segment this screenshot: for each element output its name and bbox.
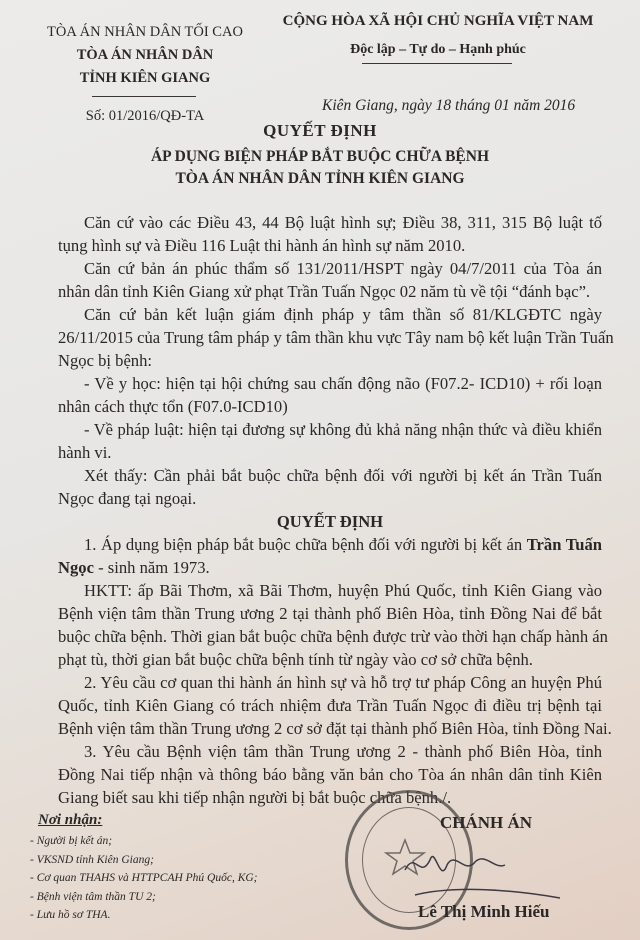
body-line: hành vi.: [58, 443, 112, 462]
body-line: Bệnh viện tâm thần Trung ương 2 tại thành phố Biên Hòa, tỉnh Đồng Nai để bắt: [58, 604, 602, 623]
document-subtitle-court: TÒA ÁN NHÂN DÂN TỈNH KIÊN GIANG: [175, 170, 465, 187]
document-number: Số: 01/2016/QĐ-TA: [85, 108, 205, 124]
recipient-item: - Cơ quan THAHS và HTTPCAH Phú Quốc, KG;: [30, 872, 258, 884]
body-line: 2. Yêu cầu cơ quan thi hành án hình sự và hỗ trợ tư pháp Công an huyện Phú: [84, 673, 602, 692]
body-line: nhân dân tỉnh Kiên Giang xử phạt Trần Tuấn Ngọc 02 năm tù về tội “đánh bạc”.: [58, 282, 591, 301]
motto-underline: [362, 63, 512, 64]
body-line: HKTT: ấp Bãi Thơm, xã Bãi Thơm, huyện Phú Quốc, tỉnh Kiên Giang vào: [84, 581, 602, 600]
body-text: - sinh năm 1973.: [93, 558, 210, 577]
body-line: Ngọc đang tại ngoại.: [58, 489, 197, 508]
document-body: [58, 211, 614, 809]
body-line: Giang biết sau khi tiếp nhận người bị bắt buộc chữa bệnh./.: [58, 788, 452, 807]
recipients-list: [30, 832, 258, 925]
body-line: Đồng Nai tiếp nhận và thông báo bằng văn bản cho Tòa án nhân dân tỉnh Kiên: [58, 765, 602, 784]
body-line: Quốc, tỉnh Kiên Giang có trách nhiệm đưa Trần Tuấn Ngọc đi điều trị bệnh tại: [58, 696, 602, 715]
defendant-name: Trần Tuấn: [526, 535, 602, 554]
body-line: Căn cứ vào các Điều 43, 44 Bộ luật hình sự; Điều 38, 311, 315 Bộ luật tố: [84, 213, 602, 232]
body-line: Xét thấy: Cần phải bắt buộc chữa bệnh đối với người bị kết án Trần Tuấn: [84, 466, 602, 485]
recipient-item: - Người bị kết án;: [30, 835, 113, 847]
issuer-supreme-court: TÒA ÁN NHÂN DÂN TỐI CAO: [47, 24, 243, 40]
signatory-name: Lê Thị Minh Hiếu: [418, 902, 550, 921]
recipient-item: - Bệnh viện tâm thần TU 2;: [30, 890, 156, 903]
recipient-item: - Lưu hồ sơ THA.: [30, 909, 111, 921]
body-line: Bệnh viện tâm thần Trung ương 2 cơ sở đặt tại thành phố Biên Hòa, tỉnh Đồng Nai.: [58, 719, 612, 738]
body-text: 1. Áp dụng biện pháp bắt buộc chữa bệnh đối với người bị kết án: [84, 535, 527, 554]
issuer-court: TÒA ÁN NHÂN DÂN: [76, 47, 214, 63]
body-line: [58, 556, 602, 579]
issuer-underline: [92, 96, 196, 97]
body-line: - Về y học: hiện tại hội chứng sau chấn động não (F07.2- ICD10) + rối loạn: [84, 374, 602, 393]
signature-scribble: [385, 840, 565, 910]
recipients-heading: Nơi nhận:: [38, 812, 103, 828]
body-line: 26/11/2015 của Trung tâm pháp y tâm thần khu vực Tây nam bộ kết luận Trần Tuấn: [58, 328, 614, 347]
body-line: phạt tù, thời gian bắt buộc chữa bệnh tính từ ngày vào cơ sở chữa bệnh.: [58, 650, 533, 669]
body-line: Căn cứ bản kết luận giám định pháp y tâm thần số 81/KLGĐTC ngày: [84, 305, 602, 324]
body-line: buộc chữa bệnh. Thời gian bắt buộc chữa bệnh được trừ vào thời hạn chấp hành án: [58, 627, 608, 646]
body-line: tụng hình sự và Điều 116 Luật thi hành án hình sự năm 2010.: [58, 236, 466, 255]
body-line: - Về pháp luật: hiện tại đương sự không đủ khả năng nhận thức và điều khiển: [84, 420, 602, 439]
body-line: Ngọc bị bệnh:: [58, 351, 153, 370]
defendant-name: Ngọc: [58, 558, 94, 577]
body-line: 3. Yêu cầu Bệnh viện tâm thần Trung ương 2 - thành phố Biên Hòa, tỉnh: [84, 742, 602, 761]
body-line: [58, 533, 602, 556]
issuer-province: TỈNH KIÊN GIANG: [79, 70, 211, 86]
document-date: Kiên Giang, ngày 18 tháng 01 năm 2016: [322, 97, 576, 114]
body-line: nhân cách thực tổn (F07.0-ICD10): [58, 397, 288, 416]
national-motto: Độc lập – Tự do – Hạnh phúc: [350, 42, 526, 57]
national-title: CỘNG HÒA XÃ HỘI CHỦ NGHĨA VIỆT NAM: [282, 13, 594, 29]
body-line: Căn cứ bản án phúc thẩm số 131/2011/HSPT ngày 04/7/2011 của Tòa án: [84, 259, 602, 278]
decision-heading: QUYẾT ĐỊNH: [276, 512, 384, 531]
document-subtitle: ÁP DỤNG BIỆN PHÁP BẮT BUỘC CHỮA BỆNH: [150, 148, 490, 165]
signatory-title: CHÁNH ÁN: [440, 813, 533, 832]
recipient-item: - VKSND tỉnh Kiên Giang;: [30, 853, 154, 866]
document-title: QUYẾT ĐỊNH: [263, 121, 377, 140]
